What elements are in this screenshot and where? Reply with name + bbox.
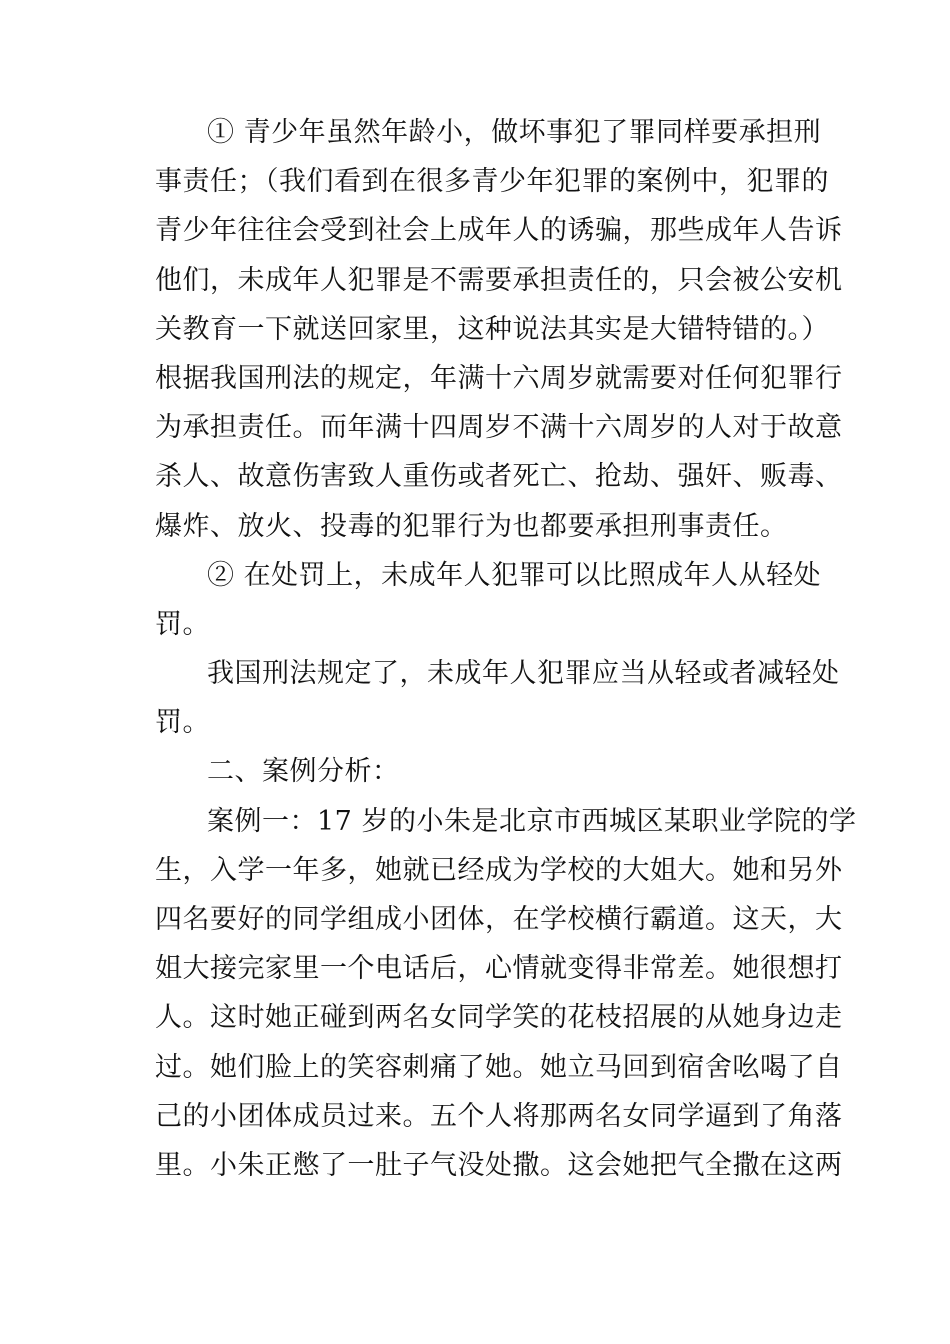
text-line: 罚。 [155,707,210,739]
text-line: 己的小团体成员过来。五个人将那两名女同学逼到了角落 [155,1100,843,1132]
text-line: 案例一：17 岁的小朱是北京市西城区某职业学院的学 [207,805,857,837]
paragraph-criminal-law-rule [155,649,840,747]
text-line: 青少年往往会受到社会上成年人的诱骗，那些成年人告诉 [155,215,843,247]
text-line: 爆炸、放火、投毒的犯罪行为也都要承担刑事责任。 [155,510,788,542]
paragraph-criminal-responsibility [155,108,843,551]
text-line: 事责任；（我们看到在很多青少年犯罪的案例中，犯罪的 [155,166,829,198]
text-line: 我国刑法规定了，未成年人犯罪应当从轻或者减轻处 [207,658,840,690]
text-line: 过。她们脸上的笑容刺痛了她。她立马回到宿舍吆喝了自 [155,1051,843,1083]
text-line: ① 青少年虽然年龄小，做坏事犯了罪同样要承担刑 [207,117,822,148]
text-line: 里。小朱正憋了一肚子气没处撒。这会她把气全撒在这两 [155,1149,843,1181]
section-heading-case-analysis [155,747,795,796]
text-line: 罚。 [155,608,210,640]
text-line: 四名要好的同学组成小团体，在学校横行霸道。这天，大 [155,904,843,935]
text-line: 生，入学一年多，她就已经成为学校的大姐大。她和另外 [155,854,843,886]
text-line: 他们，未成年人犯罪是不需要承担责任的，只会被公安机 [155,264,843,296]
paragraph-lighter-punishment [155,551,822,649]
text-line: 为承担责任。而年满十四周岁不满十六周岁的人对于故意 [155,412,843,444]
paragraph-case-one [155,797,857,1191]
text-line: ② 在处罚上，未成年人犯罪可以比照成年人从轻处 [207,559,822,591]
text-line: 人。这时她正碰到两名女同学笑的花枝招展的从她身边走 [155,1002,843,1034]
text-line: 根据我国刑法的规定，年满十六周岁就需要对任何犯罪行 [155,362,843,394]
text-line: 杀人、故意伤害致人重伤或者死亡、抢劫、强奸、贩毒、 [155,461,843,493]
text-line: 姐大接完家里一个电话后，心情就变得非常差。她很想打 [155,953,843,985]
text-line: 关教育一下就送回家里，这种说法其实是大错特错的。） [155,313,829,345]
section-heading: 二、案例分析： [207,756,400,788]
document-body [155,108,857,1190]
